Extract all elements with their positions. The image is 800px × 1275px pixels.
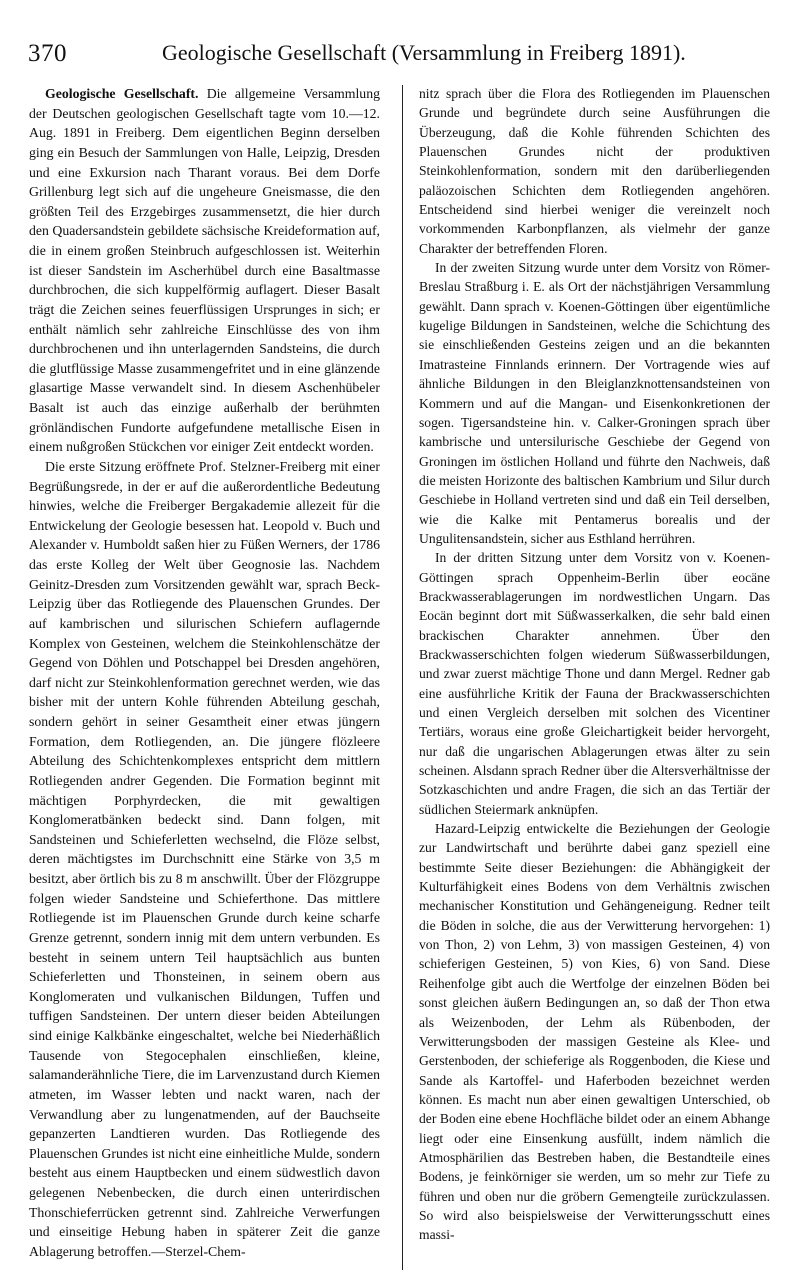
left-column: [29, 84, 380, 1262]
running-head: Geologische Gesellschaft (Versammlung in Freiberg 1891).: [162, 40, 686, 65]
paragraph-text: Die allgemeine Versammlung der Deutschen geologischen Gesellschaft tagte vom 10.—12. Aug. 1891 in Freiberg. Dem eigentlichen Beginn derselben ging ein Besuch der Sammlungen von Halle, Leipzig, Dresden und eine Exkursion nach Tharant voraus. Bei dem Dorfe Grillenburg legt sich auf die ungeheure Gneismasse, die den größten Teil des Erzgebirges zusammensetzt, die hier durch den Quadersandstein gebildete sächsische Kreideformation auf, die in einem großen Steinbruch aufgeschlossen ist. Weiterhin ist dieser Sandstein im Ascherhübel durch eine Basaltmasse durchbrochen, die sich kuppelförmig auflagert. Dieser Basalt trägt die Zeichen seines feuerflüssigen Ursprunges in sich; er enthält nämlich sehr zahlreiche Einschlüsse des von ihm durchbrochenen und ihn unterlagernden Sandsteins, die durch die glutflüssige Masse zusammengefritet und in eine glänzende glasartige Masse verwandelt sind. In diesem Aschenhübeler Basalt ist auch das einzige außerhalb der berühmten grönländischen Fundorte aufgefundene metallische Eisen in einem nußgroßen Stückchen vor einiger Zeit entdeckt worden.: [29, 86, 380, 455]
article-lead-term: Geologische Gesellschaft.: [45, 86, 199, 101]
right-column: [419, 84, 770, 1245]
paragraph-continuation: nitz sprach über die Flora des Rotliegenden im Plauenschen Grunde und begründete durch seine Ausführungen die Überzeugung, daß die Kohle führenden Schichten des Plauenschen Grundes nicht der produktiven Steinkohlenformation, sondern mit den darüberliegenden paläozoischen Schichten dem Rotliegenden angehören. Entscheidend sind hierbei weniger die vereinzelt noch vorkommenden Karbonpflanzen, als vielmehr der ganze Charakter der betreffenden Floren.: [419, 86, 770, 256]
column-divider: [402, 85, 403, 1270]
page-header: [28, 40, 780, 70]
paragraph-second-session: In der zweiten Sitzung wurde unter dem Vorsitz von Römer-Breslau Straßburg i. E. als Ort der nächstjährigen Versammlung gewählt. Dann sprach v. Koenen-Göttingen über eigentümliche kugelige Bildungen in Sandsteinen, welche die Schichtung des sie einschließenden Gesteins zeigen und an die bekannten Imatrasteine Finnlands erinnern. Der Vortragende wies auf ähnliche Bildungen in den Bleiglanzknottensandsteinen von Kommern und auf die Mangan- und Eisenkonkretionen der sogen. Tigersandsteine hin. v. Calker-Groningen sprach über kambrische und untersilurische Geschiebe der Gegend von Groningen im östlichen Holland und führte den Nachweis, daß die meisten Horizonte des baltischen Kambrium und Silur durch Geschiebe in Holland vertreten sind und daß ein Teil derselben, wie die Kalke mit Pentamerus borealis und der Ungulitensandstein, sicher aus Esthland herrühren.: [419, 260, 770, 546]
paragraph-first-session: Die erste Sitzung eröffnete Prof. Stelzner-Freiberg mit einer Begrüßungsrede, in der er auf die außerordentliche Bedeutung hinwies, welche die Freiberger Bergakademie allezeit für die Entwickelung der Geologie besessen hat. Leopold v. Buch und Alexander v. Humboldt saßen hier zu Füßen Werners, der 1786 das erste Kolleg der Welt über Geognosie las. Nachdem Geinitz-Dresden zum Vorsitzenden gewählt war, sprach Beck-Leipzig über das Rotliegende des Plauenschen Grundes. Der auf kambrischen und silurischen Schiefern auflagernde Komplex von Gesteinen, welchem die Steinkohlenschätze der Gegend von Döhlen und Potschappel bei Dresden angehören, darf nicht zur Steinkohlenformation gerechnet werden, wie das bisher mit der untern Kohle führenden Abteilung geschah, sondern gehört in seiner Gesamtheit einer etwas jüngern Formation, dem Rotliegenden, an. Die jüngere flözleere Abteilung des Schichtenkomplexes entspricht dem mittlern Rotliegenden andrer Gegenden. Die Formation beginnt mit mächtigen Porphyrdecken, die mit gewaltigen Konglomeratbänken bedeckt sind. Dann folgen, mit Sandsteinen und Schieferletten wechselnd, die Flöze selbst, deren mächtigstes im Durchschnitt eine Stärke von 3,5 m besitzt, aber örtlich bis zu 8 m anschwillt. Über der Flözgruppe folgen wieder Sandsteine und Schieferthone. Das mittlere Rotliegende ist im Plauenschen Grunde durch keine scharfe Grenze getrennt, sondern innig mit dem untern verbunden. Es besteht in seinem untern Teil hauptsächlich aus bunten Schieferletten und Thonsteinen, in seinem obern aus Konglomeraten und vulkanischen Bildungen, Tuffen und tuffigen Sandsteinen. Der untern dieser beiden Abteilungen sind einige Kalkbänke eingeschaltet, welche bei Niederhäßlich Tausende von Stegocephalen einschließen, kleine, salamanderähnliche Tiere, die im Larvenzustand durch Kiemen atmeten, im Wasser lebten und nackt waren, nach der Verwandlung aber zu lungenatmenden, auf der Bauchseite gepanzerten Landtieren wurden. Das Rotliegende des Plauenschen Grundes ist nicht eine einheitliche Mulde, sondern besteht aus einem Hauptbecken und einem südwestlich davon gelegenen Nebenbecken, die durch einen unterirdischen Thonschieferrücken getrennt sind. Zahlreiche Verwerfungen und einseitige Hebung haben in späterer Zeit die ganze Ablagerung betroffen.—Sterzel-Chem-: [29, 458, 380, 1259]
paragraph-hazard: Hazard-Leipzig entwickelte die Beziehungen der Geologie zur Landwirtschaft und berührte dabei ganz speziell eine bestimmte Seite dieser Beziehungen: die Abhängigkeit der Kulturfähigkeit eines Bodens von dem Verhältnis zwischen mechanischer Konstitution und Gehängeneigung. Redner teilt die Böden in solche, die aus der Verwitterung hervorgehen: 1) von Thon, 2) von Lehm, 3) von massigen Gesteinen, 4) von schieferigen Gesteinen, 5) von Kies, 6) von Sand. Diese Reihenfolge gibt auch die Wertfolge der einzelnen Böden bei sonst gleichen äußern Bedingungen an, so daß der Thon etwa als Weizenboden, der Lehm als Rübenboden, der Verwitterungsboden der massigen Gesteine als Klee- und Gerstenboden, der schieferige als Roggenboden, die Kiese und Sande als Kartoffel- und Haferboden bezeichnet werden können. Es macht nun aber einen gewaltigen Unterschied, ob der Boden eine ebene Hochfläche bildet oder an einem Abhange liegt oder eine Einsenkung ausfüllt, indem nämlich die Atmosphärilien das Bestreben haben, die Bestandteile eines Bodens, je feinkörniger sie werden, um so mehr zur Tiefe zu führen und oben nur die gröbern Gemengteile zurückzulassen. So wird also beispielsweise der Verwitterungsschutt eines massi-: [419, 821, 770, 1243]
paragraph-third-session: In der dritten Sitzung unter dem Vorsitz von v. Koenen-Göttingen sprach Oppenheim-Berlin über eocäne Brackwasserablagerungen im nordwestlichen Ungarn. Das Eocän beginnt dort mit Süßwasserkalken, die sehr bald einen brackischen Charakter annehmen. Über den Brackwasserschichten folgen wiederum Süßwasserbildungen, und zwar zuerst mächtige Thone und dann Mergel. Redner gab eine ausführliche Kritik der Fauna der Brackwasserschichten und einen Vergleich derselben mit solchen des Vicentiner Tertiärs, woraus eine große Gleichartigkeit beider hervorgeht, nur daß die ungarischen Ablagerungen etwas älter zu sein scheinen. Alsdann sprach Redner über die Altersverhältnisse der Sotzkaschichten und andre Fragen, die sich an das Tertiär der südlichen Steiermark anknüpfen.: [419, 550, 770, 817]
page-number: 370: [28, 40, 67, 67]
paragraph-intro: [29, 84, 380, 457]
